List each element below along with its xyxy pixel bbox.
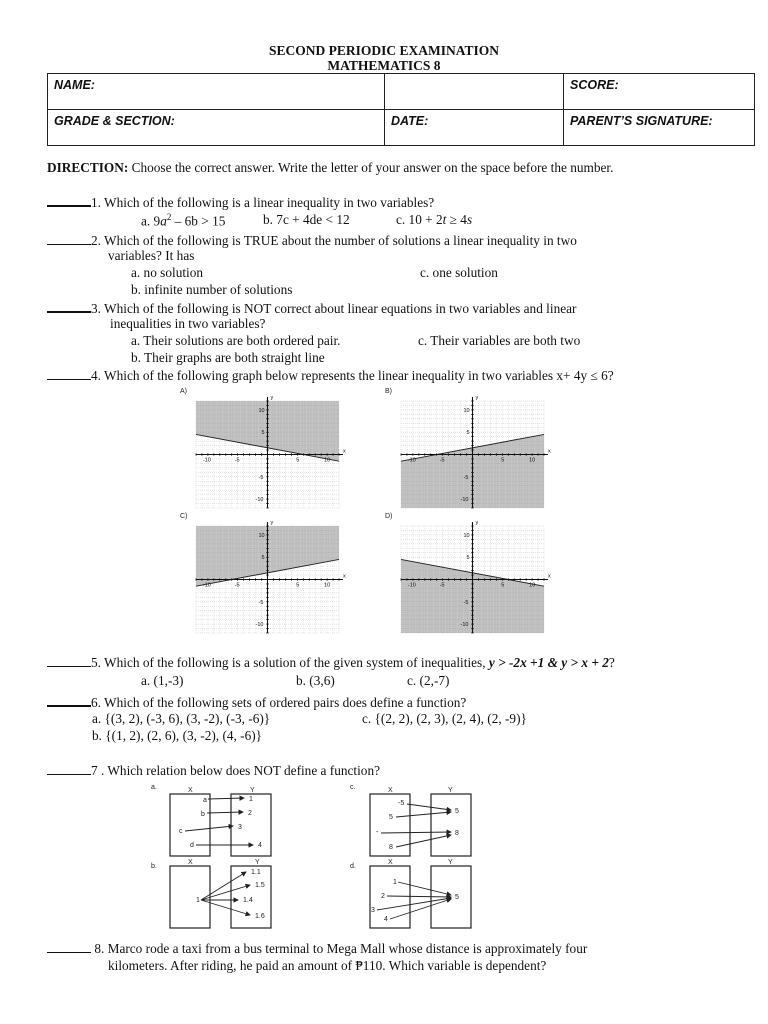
diagram-b-range-2: 1.4 bbox=[243, 897, 253, 904]
diagram-b-range-1: 1.5 bbox=[255, 882, 265, 889]
q1-c-var2: s bbox=[466, 212, 473, 227]
q1-option-a bbox=[141, 212, 225, 229]
date-field[interactable] bbox=[385, 110, 564, 146]
q1-a-rest: – 6b > 15 bbox=[171, 213, 226, 229]
tick-x-5: 5 bbox=[501, 582, 505, 589]
tick-x-neg5: -5 bbox=[439, 457, 445, 464]
diagram-c-domain-1: 5 bbox=[389, 814, 393, 821]
q1-c-mid: ≥ 4 bbox=[446, 212, 467, 227]
q5-end: ? bbox=[608, 655, 615, 670]
answer-blank-5[interactable] bbox=[47, 654, 91, 667]
tick-y-neg10: -10 bbox=[255, 622, 264, 629]
graph-label: B) bbox=[385, 388, 392, 395]
diagram-a-range-0: 1 bbox=[249, 796, 253, 803]
mapping-diagram-a bbox=[151, 784, 271, 856]
diagram-d-domain-3: 4 bbox=[384, 916, 388, 923]
x-axis-label: x bbox=[548, 573, 551, 580]
diagram-c-label: c. bbox=[350, 784, 356, 791]
q5-system: y > -2x +1 & y > x + 2 bbox=[488, 655, 609, 670]
q3-option-b: b. Their graphs are both straight line bbox=[131, 350, 325, 365]
question-1 bbox=[47, 193, 434, 211]
diagram-a-domain-2: c bbox=[179, 828, 183, 835]
q4-graphs bbox=[180, 385, 580, 640]
y-axis-label: y bbox=[475, 395, 479, 401]
parent-signature-label: PARENT’S SIGNATURE: bbox=[570, 114, 713, 128]
graph-c[interactable] bbox=[180, 513, 346, 633]
tick-x-5: 5 bbox=[501, 457, 505, 464]
q1-stem: 1. Which of the following is a linear inequality in two variables? bbox=[91, 195, 435, 210]
q6-option-a: a. {(3, 2), (-3, 6), (3, -2), (-3, -6)} bbox=[92, 711, 271, 726]
q6-option-c: c. {(2, 2), (2, 3), (2, 4), (2, -9)} bbox=[362, 711, 527, 726]
exam-subject: MATHEMATICS 8 bbox=[327, 58, 441, 73]
tick-y-5: 5 bbox=[261, 430, 265, 437]
diagram-b-range-0: 1.1 bbox=[251, 869, 261, 876]
diagram-c-xhead: X bbox=[388, 787, 393, 794]
question-5 bbox=[47, 654, 615, 671]
tick-x-10: 10 bbox=[324, 582, 331, 589]
grade-section-field[interactable] bbox=[48, 110, 385, 146]
parent-signature-field[interactable] bbox=[564, 110, 755, 146]
tick-y-10: 10 bbox=[258, 407, 265, 414]
answer-blank-4[interactable] bbox=[47, 367, 91, 380]
question-2 bbox=[47, 232, 577, 249]
mapping-diagram-b bbox=[151, 859, 271, 928]
tick-x-5: 5 bbox=[296, 582, 300, 589]
q1-a-prefix: a. 9 bbox=[141, 213, 161, 229]
tick-x-neg5: -5 bbox=[234, 457, 240, 464]
answer-blank-1[interactable] bbox=[47, 193, 91, 207]
q2-option-a: a. no solution bbox=[131, 265, 204, 280]
tick-x-10: 10 bbox=[529, 457, 536, 464]
question-7 bbox=[47, 762, 380, 779]
tick-y-neg5: -5 bbox=[258, 599, 264, 606]
y-axis-label: y bbox=[475, 520, 479, 526]
q6-option-b: b. {(1, 2), (2, 6), (3, -2), (4, -6)} bbox=[92, 728, 263, 743]
graph-a[interactable] bbox=[180, 388, 346, 508]
direction-label: DIRECTION: bbox=[47, 160, 129, 175]
diagram-d-domain-2: 3 bbox=[371, 907, 375, 914]
q2-option-b: b. infinite number of solutions bbox=[131, 282, 293, 297]
answer-blank-7[interactable] bbox=[47, 762, 91, 775]
tick-y-neg10: -10 bbox=[460, 622, 469, 629]
tick-x-neg5: -5 bbox=[439, 582, 445, 589]
tick-x-5: 5 bbox=[296, 457, 300, 464]
tick-x-neg10: -10 bbox=[202, 457, 211, 464]
q5-stem: 5. Which of the following is a solution of the given system of inequalities, bbox=[91, 655, 489, 670]
diagram-a-domain-3: d bbox=[190, 842, 194, 849]
direction-text: Choose the correct answer. Write the letter of your answer on the space before the number. bbox=[128, 160, 614, 175]
answer-blank-3[interactable] bbox=[47, 299, 91, 313]
answer-blank-2[interactable] bbox=[47, 232, 91, 245]
diagram-d-range-0: 5 bbox=[455, 894, 459, 901]
diagram-a-range-3: 4 bbox=[258, 842, 262, 849]
y-axis-label: y bbox=[270, 520, 274, 526]
q1-c-prefix: c. 10 + 2 bbox=[396, 212, 443, 227]
date-label: DATE: bbox=[391, 114, 429, 128]
diagram-b-yhead: Y bbox=[255, 859, 260, 866]
q1-option-c bbox=[396, 212, 472, 228]
q2-stem-cont: variables? It has bbox=[108, 248, 195, 263]
score-label: SCORE: bbox=[570, 78, 619, 92]
q2-stem: 2. Which of the following is TRUE about the number of solutions a linear inequality in two bbox=[91, 233, 577, 248]
student-info-table bbox=[47, 73, 755, 146]
tick-y-5: 5 bbox=[466, 430, 470, 437]
q3-stem: 3. Which of the following is NOT correct about linear equations in two variables and linear bbox=[91, 301, 577, 316]
answer-blank-8[interactable] bbox=[47, 940, 91, 953]
tick-y-neg10: -10 bbox=[255, 497, 264, 504]
direction bbox=[47, 160, 613, 176]
tick-y-neg5: -5 bbox=[463, 599, 469, 606]
x-axis-label: x bbox=[343, 448, 346, 455]
q5-option-c: c. (2,-7) bbox=[407, 673, 450, 688]
tick-y-10: 10 bbox=[463, 532, 470, 539]
diagram-a-xhead: X bbox=[188, 787, 193, 794]
tick-x-10: 10 bbox=[529, 582, 536, 589]
diagram-a-domain-0: a bbox=[203, 797, 207, 804]
q7-stem: 7 . Which relation below does NOT define a function? bbox=[91, 763, 380, 778]
name-field-extra[interactable] bbox=[385, 74, 564, 110]
tick-y-10: 10 bbox=[258, 532, 265, 539]
x-axis-label: x bbox=[548, 448, 551, 455]
diagram-c-domain-2: - bbox=[376, 829, 379, 836]
grade-section-label: GRADE & SECTION: bbox=[54, 114, 175, 128]
question-4 bbox=[47, 367, 614, 384]
q6-stem: 6. Which of the following sets of ordered pairs does define a function? bbox=[91, 695, 467, 710]
q3-option-c: c. Their variables are both two bbox=[418, 333, 581, 348]
tick-y-10: 10 bbox=[463, 407, 470, 414]
diagram-a-label: a. bbox=[151, 784, 157, 791]
score-field[interactable] bbox=[564, 74, 755, 110]
tick-y-neg5: -5 bbox=[258, 474, 264, 481]
graph-d[interactable] bbox=[385, 513, 551, 633]
q1-a-var: a bbox=[160, 213, 167, 229]
graph-b[interactable] bbox=[385, 388, 551, 508]
graph-label: D) bbox=[385, 513, 393, 520]
q8-stem-cont: kilometers. After riding, he paid an amount of ₱110. Which variable is dependent? bbox=[108, 958, 547, 973]
q1-option-b: b. 7c + 4de < 12 bbox=[263, 212, 350, 227]
x-axis-label: x bbox=[343, 573, 346, 580]
question-8 bbox=[47, 940, 587, 957]
diagram-d-label: d. bbox=[350, 863, 356, 870]
diagram-d-domain-0: 1 bbox=[393, 879, 397, 886]
tick-x-neg10: -10 bbox=[202, 582, 211, 589]
q8-stem: 8. Marco rode a taxi from a bus terminal to Mega Mall whose distance is approximately four bbox=[91, 941, 588, 956]
diagram-b-domain-0: 1 bbox=[196, 897, 200, 904]
answer-blank-6[interactable] bbox=[47, 693, 91, 707]
diagram-a-domain-1: b bbox=[201, 811, 205, 818]
mapping-diagram-d bbox=[350, 859, 471, 928]
diagram-c-domain-3: 8 bbox=[389, 844, 393, 851]
tick-y-5: 5 bbox=[261, 555, 265, 562]
tick-y-neg10: -10 bbox=[460, 497, 469, 504]
q3-stem-cont: inequalities in two variables? bbox=[110, 316, 266, 331]
diagram-d-yhead: Y bbox=[448, 859, 453, 866]
tick-y-5: 5 bbox=[466, 555, 470, 562]
name-field[interactable] bbox=[48, 74, 385, 110]
tick-x-neg5: -5 bbox=[234, 582, 240, 589]
diagram-c-range-0: 5 bbox=[455, 808, 459, 815]
q2-option-c: c. one solution bbox=[420, 265, 498, 280]
y-axis-label: y bbox=[270, 395, 274, 401]
name-label: NAME: bbox=[54, 78, 95, 92]
diagram-d-xhead: X bbox=[388, 859, 393, 866]
graph-label: C) bbox=[180, 513, 188, 520]
q1-c-var: t bbox=[442, 212, 447, 227]
diagram-c-range-1: 8 bbox=[455, 830, 459, 837]
tick-x-neg10: -10 bbox=[407, 457, 416, 464]
exam-title: SECOND PERIODIC EXAMINATION bbox=[268, 43, 500, 58]
diagram-c-yhead: Y bbox=[448, 787, 453, 794]
q5-option-a: a. (1,-3) bbox=[141, 673, 184, 688]
diagram-a-range-1: 2 bbox=[248, 810, 252, 817]
diagram-c-domain-0: -5 bbox=[398, 800, 405, 807]
question-3 bbox=[47, 299, 576, 317]
diagram-b-range-3: 1.6 bbox=[255, 913, 265, 920]
tick-x-neg10: -10 bbox=[407, 582, 416, 589]
graph-label: A) bbox=[180, 388, 187, 395]
q1-a-exp: 2 bbox=[166, 212, 172, 222]
tick-y-neg5: -5 bbox=[463, 474, 469, 481]
diagram-a-yhead: Y bbox=[250, 787, 255, 794]
question-6 bbox=[47, 693, 466, 711]
q3-option-a: a. Their solutions are both ordered pair. bbox=[131, 333, 341, 348]
q4-stem: 4. Which of the following graph below represents the linear inequality in two variables x+ 4y ≤ 6? bbox=[91, 368, 614, 383]
diagram-d-domain-1: 2 bbox=[381, 893, 385, 900]
q7-mapping-diagrams bbox=[145, 780, 495, 930]
diagram-a-range-2: 3 bbox=[238, 824, 242, 831]
diagram-b-label: b. bbox=[151, 863, 157, 870]
diagram-b-xhead: X bbox=[188, 859, 193, 866]
tick-x-10: 10 bbox=[324, 457, 331, 464]
mapping-diagram-c bbox=[350, 784, 471, 856]
q5-option-b: b. (3,6) bbox=[296, 673, 335, 688]
